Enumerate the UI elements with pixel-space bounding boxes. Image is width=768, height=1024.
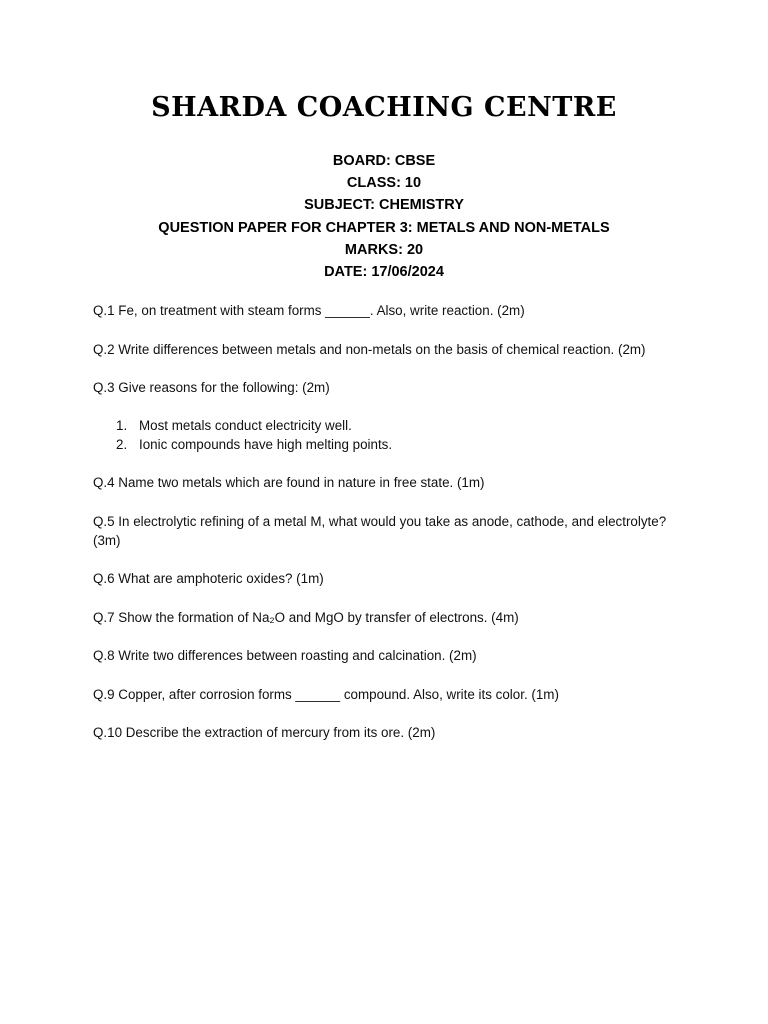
question-8: Q.8 Write two differences between roasting and calcination. (2m): [93, 648, 477, 663]
question-list: [93, 301, 673, 762]
subject-label: SUBJECT: CHEMISTRY: [304, 197, 464, 214]
question-2: Q.2 Write differences between metals and non-metals on the basis of chemical reaction. (2m): [93, 341, 646, 357]
question-3: Q.3 Give reasons for the following: (2m): [93, 380, 330, 395]
page-title: SHARDA COACHING CENTRE: [151, 92, 617, 123]
list-item-number: 1.: [116, 417, 128, 433]
question-7: Q.7 Show the formation of Na₂O and MgO by transfer of electrons. (4m): [93, 609, 519, 625]
list-item-text: Ionic compounds have high melting points.: [139, 436, 393, 452]
question-6: Q.6 What are amphoteric oxides? (1m): [93, 571, 324, 586]
list-item: [93, 416, 673, 435]
board-label: BOARD: CBSE: [332, 153, 436, 169]
question-9: Q.9 Copper, after corrosion forms ______ compound. Also, write its color. (1m): [93, 686, 559, 702]
question-4: Q.4 Name two metals which are found in nature in free state. (1m): [93, 475, 485, 490]
question-10: Q.10 Describe the extraction of mercury from its ore. (2m): [93, 725, 436, 740]
class-label: CLASS: 10: [346, 175, 422, 192]
question-1: Q.1 Fe, on treatment with steam forms ______. Also, write reaction. (2m): [93, 303, 525, 318]
list-item-number: 2.: [116, 436, 128, 452]
paper-title-label: QUESTION PAPER FOR CHAPTER 3: METALS AND NON-METALS: [158, 219, 610, 236]
question-5: Q.5 In electrolytic refining of a metal M, what would you take as anode, cathode, and electrolyte? (3m): [93, 513, 667, 548]
list-item-text: Most metals conduct electricity well.: [139, 417, 352, 433]
paper-header: [0, 150, 768, 283]
date-label: DATE: 17/06/2024: [324, 263, 444, 280]
marks-label: MARKS: 20: [344, 241, 424, 258]
question-3-reasons-list: [93, 416, 673, 454]
list-item: [93, 435, 673, 454]
